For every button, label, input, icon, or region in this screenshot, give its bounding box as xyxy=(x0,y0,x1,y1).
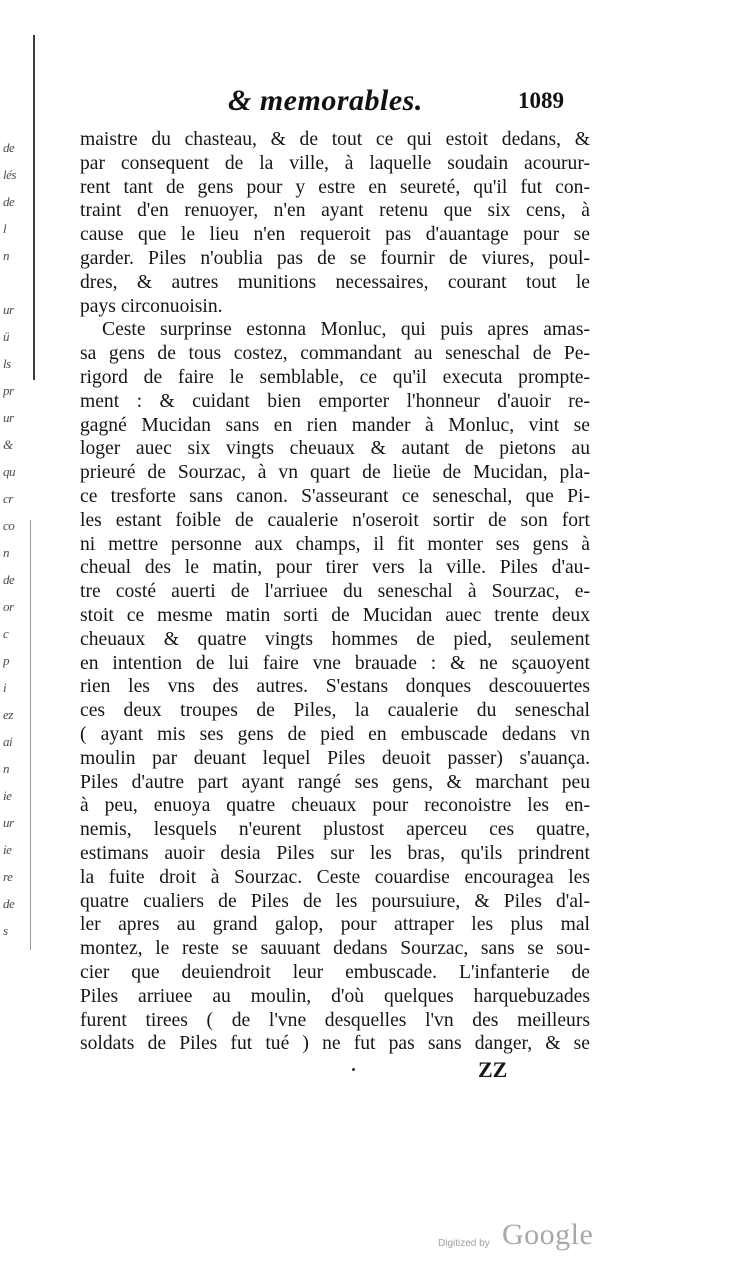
text-line: loger auec six vingts cheuaux & autant de pietons au xyxy=(80,438,590,460)
text-line: quatre cualiers de Piles de les poursuiure, & Piles d'al- xyxy=(80,890,590,912)
margin-fragment: re xyxy=(3,869,13,884)
text-line: ni mettre personne aux champs, il fit monter ses gens à xyxy=(80,533,590,555)
ink-speck xyxy=(352,1068,355,1071)
margin-fragment: pr xyxy=(3,383,14,398)
text-line: rien les vns des autres. S'estans donques descouuertes xyxy=(80,676,590,698)
text-line: la fuite droit à Sourzac. Ceste couardise encouragea les xyxy=(80,866,590,888)
margin-fragment: n xyxy=(3,545,9,560)
text-line: dres, & autres munitions necessaires, courant tout le xyxy=(80,271,590,293)
margin-fragment: ie xyxy=(3,788,12,803)
margin-fragment: ü xyxy=(3,329,9,344)
margin-fragment: ls xyxy=(3,356,11,371)
text-line: rigord de faire le semblable, ce qu'il executa prompte- xyxy=(80,367,590,388)
margin-fragment: de xyxy=(3,896,15,911)
text-line: soldats de Piles fut tué ) ne fut pas sans danger, & se xyxy=(80,1033,590,1055)
margin-fragment: c xyxy=(3,626,9,641)
margin-fragment: l xyxy=(3,221,7,236)
text-line: montez, le reste se sauuant dedans Sourzac, sans se sou- xyxy=(80,938,590,960)
text-line: moulin par deuant lequel Piles deuoit passer) s'auança. xyxy=(80,747,590,769)
text-line: Ceste surprinse estonna Monluc, qui puis apres amas- xyxy=(102,319,590,341)
text-line: tre costé auerti de l'arriuee du seneschal à Sourzac, e- xyxy=(80,581,590,603)
margin-fragment: de xyxy=(3,194,15,209)
margin-fragment: ie xyxy=(3,842,12,857)
text-line: ler apres au grand galop, pour attraper les plus mal xyxy=(80,914,590,936)
google-logo: Google xyxy=(502,1218,594,1251)
signature-mark: ZZ xyxy=(478,1057,508,1082)
margin-fragment: n xyxy=(3,248,9,263)
text-line: sa gens de tous costez, commandant au seneschal de Pe- xyxy=(80,343,590,365)
page-number: 1089 xyxy=(518,88,564,113)
text-line: maistre du chasteau, & de tout ce qui estoit dedans, & xyxy=(80,129,590,150)
margin-fragment: cr xyxy=(3,491,13,506)
text-line: Piles d'autre part ayant rangé ses gens, & marchant peu xyxy=(80,771,590,793)
margin-fragment: ai xyxy=(3,734,13,749)
margin-fragment: s xyxy=(3,923,8,938)
margin-fragment: ur xyxy=(3,410,14,425)
text-line: estimans auoir desia Piles sur les bras, qu'ils prindrent xyxy=(80,843,590,864)
text-line: rent tant de gens pour y estre en seureté, qu'il fut con- xyxy=(80,176,590,198)
text-line: cheual des le matin, pour tirer vers la ville. Piles d'au- xyxy=(80,557,590,579)
text-line: Piles arriuee au moulin, d'où quelques harquebuzades xyxy=(80,985,590,1007)
text-line: ce tresforte sans canon. S'asseurant ce seneschal, que Pi- xyxy=(80,486,590,507)
watermark-prefix: Digitized by xyxy=(438,1238,490,1249)
running-title: & memorables. xyxy=(228,84,423,117)
text-line: traint d'en renuoyer, n'en ayant retenu que six cens, à xyxy=(80,200,590,222)
margin-fragment: i xyxy=(3,680,7,695)
margin-fragment: lés xyxy=(3,167,16,182)
text-line: pays circonuoisin. xyxy=(80,295,223,317)
margin-fragment: de xyxy=(3,572,15,587)
text-line: furent tirees ( de l'vne desquelles l'vn des meilleurs xyxy=(80,1009,590,1031)
margin-fragment: qu xyxy=(3,464,15,479)
page-header xyxy=(0,84,744,124)
margin-fragment: & xyxy=(3,437,13,452)
margin-fragment: ur xyxy=(3,302,14,317)
margin-fragment: or xyxy=(3,599,14,614)
margin-fragment: ur xyxy=(3,815,14,830)
text-line: à peu, enuoya quatre cheuaux pour reconoistre les en- xyxy=(80,795,590,817)
margin-fragment: ez xyxy=(3,707,13,722)
margin-fragment: p xyxy=(3,653,9,668)
margin-fragment: n xyxy=(3,761,9,776)
text-line: les estant foible de caualerie n'oseroit sortir de son fort xyxy=(80,509,590,531)
text-line: cheuaux & quatre vingts hommes de pied, seulement xyxy=(80,628,590,650)
text-line: ment : & cuidant bien emporter l'honneur d'auoir re- xyxy=(80,390,590,412)
text-line: nemis, lesquels n'eurent plustost aperceu ces quatre, xyxy=(80,819,590,841)
text-line: ( ayant mis ses gens de pied en embuscade dedans vn xyxy=(80,724,590,745)
margin-fragment: co xyxy=(3,518,15,533)
text-line: gagné Mucidan sans en rien mander à Monluc, vint se xyxy=(80,414,590,436)
text-line: garder. Piles n'oublia pas de se fournir de viures, poul- xyxy=(80,248,590,269)
text-line: en intention de lui faire vne brauade : & ne sçauoyent xyxy=(80,652,590,674)
text-line: stoit ce mesme matin sorti de Mucidan auec trente deux xyxy=(80,605,590,626)
text-line: cause que le lieu n'en requeroit pas d'auantage pour se xyxy=(80,224,590,246)
margin-fragment: de xyxy=(3,140,15,155)
text-line: prieuré de Sourzac, à vn quart de lieüe de Mucidan, pla- xyxy=(80,462,590,484)
text-line: cier que deuiendroit leur embuscade. L'infanterie de xyxy=(80,962,590,983)
text-line: ces deux troupes de Piles, la caualerie du seneschal xyxy=(80,700,590,722)
text-line: par consequent de la ville, à laquelle soudain acourur- xyxy=(80,152,590,174)
